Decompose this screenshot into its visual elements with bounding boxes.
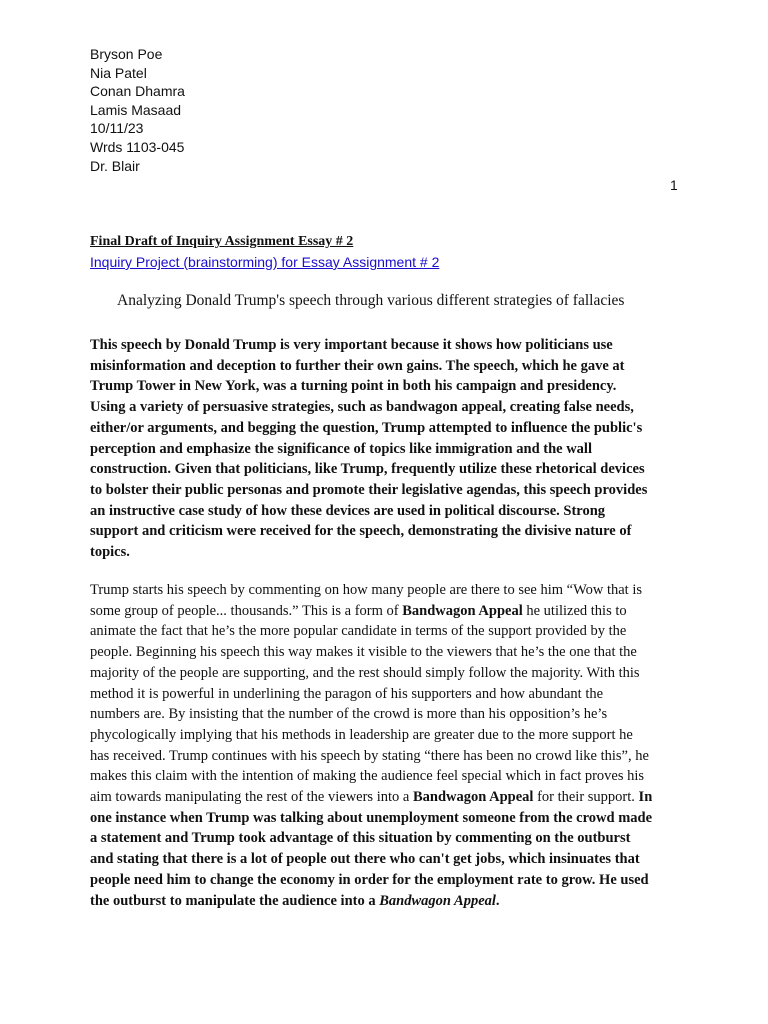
author-header — [90, 45, 185, 175]
line-text: for their support. — [533, 789, 639, 806]
paragraph-line: Using a variety of persuasive strategies, such as bandwagon appeal, creating false needs, — [90, 399, 634, 416]
paragraph-line: numbers are. By insisting that the number of the crowd is more than his opposition’s he’s — [90, 706, 608, 723]
line-text: he utilized this to — [522, 602, 627, 619]
paragraph-line: topics. — [90, 544, 130, 561]
paragraph-line — [90, 601, 682, 622]
essay-title: Analyzing Donald Trump's speech through various different strategies of fallacies — [117, 292, 625, 309]
page-number: 1 — [670, 177, 678, 193]
bandwagon-term: Bandwagon Appeal — [402, 602, 523, 619]
bandwagon-term: Bandwagon Appeal — [412, 789, 534, 806]
paragraph-line: misinformation and deception to further their own gains. The speech, which he gave at — [90, 357, 625, 374]
paragraph-line: perception and emphasize the significance of topics like immigration and the wall — [90, 440, 592, 457]
paragraph-line: one instance when Trump was talking about unemployment someone from the crowd made — [90, 809, 653, 826]
paragraph-line: and stating that there is a lot of people out there who can't get jobs, which insinuates that — [90, 851, 640, 868]
paragraph-line: This speech by Donald Trump is very important because it shows how politicians use — [90, 337, 613, 353]
paragraph-line: has received. Trump continues with his speech by stating “there has been no crowd like this”, he — [90, 747, 649, 764]
instructor: Dr. Blair — [90, 157, 140, 174]
paragraph-line: a statement and Trump took advantage of this situation by commenting on the outburst — [90, 830, 631, 847]
line-text: the outburst to manipulate the audience into a — [90, 892, 380, 909]
paragraph-line — [90, 787, 682, 808]
paragraph-line: method it is powerful in underlining the paragon of his supporters and how abundant the — [90, 685, 604, 702]
paragraph-line: people need him to change the economy in order for the employment rate to grow. He used — [90, 871, 649, 888]
paragraph-line: people. Beginning his speech this way makes it visible to the viewers that he’s the one that the — [90, 644, 637, 661]
author-name: Conan Dhamra — [90, 83, 185, 100]
author-name: Lamis Masaad — [90, 101, 182, 118]
paragraph-line: Trump starts his speech by commenting on how many people are there to see him “Wow that is — [90, 582, 643, 598]
paragraph-line: either/or arguments, and begging the question, Trump attempted to influence the public's — [90, 419, 643, 436]
paragraph-line: majority of the people are supporting, and the rest should simply follow the majority. With this — [90, 664, 640, 681]
paragraph-line: construction. Given that politicians, like Trump, frequently utilize these rhetorical devices — [90, 461, 645, 478]
paragraph-line — [90, 891, 682, 912]
course: Wrds 1103-045 — [90, 138, 185, 155]
author-name: Nia Patel — [90, 64, 147, 81]
line-text: some group of people... thousands.” This is a form of — [90, 602, 403, 619]
document-heading: Final Draft of Inquiry Assignment Essay # 2 — [90, 234, 354, 249]
paragraph-line: support and criticism were received for the speech, demonstrating the divisive nature of — [90, 523, 632, 540]
paragraph-line: to bolster their public personas and promote their legislative agendas, this speech provides — [90, 481, 648, 498]
date: 10/11/23 — [90, 120, 144, 137]
bold-text: In — [638, 789, 653, 806]
line-text: . — [495, 892, 500, 909]
paragraph-line: phycologically implying that his methods in leadership are greater due to the more support he — [90, 726, 633, 743]
bandwagon-term: Bandwagon Appeal — [379, 892, 496, 909]
brainstorming-link[interactable]: Inquiry Project (brainstorming) for Essay Assignment # 2 — [90, 254, 440, 270]
paragraph-line: Trump Tower in New York, was a turning point in both his campaign and presidency. — [90, 378, 617, 395]
line-text: aim towards manipulating the rest of the viewers into a — [90, 789, 413, 806]
body-paragraph — [90, 580, 682, 911]
author-name: Bryson Poe — [90, 46, 163, 62]
paragraph-line: animate the fact that he’s the more popular candidate in terms of the support provided by the — [90, 623, 627, 640]
paragraph-line: makes this claim with the intention of making the audience feel special which in fact proves his — [90, 768, 645, 785]
intro-paragraph — [90, 335, 682, 563]
paragraph-line: an instructive case study of how these devices are used in political discourse. Strong — [90, 502, 606, 519]
